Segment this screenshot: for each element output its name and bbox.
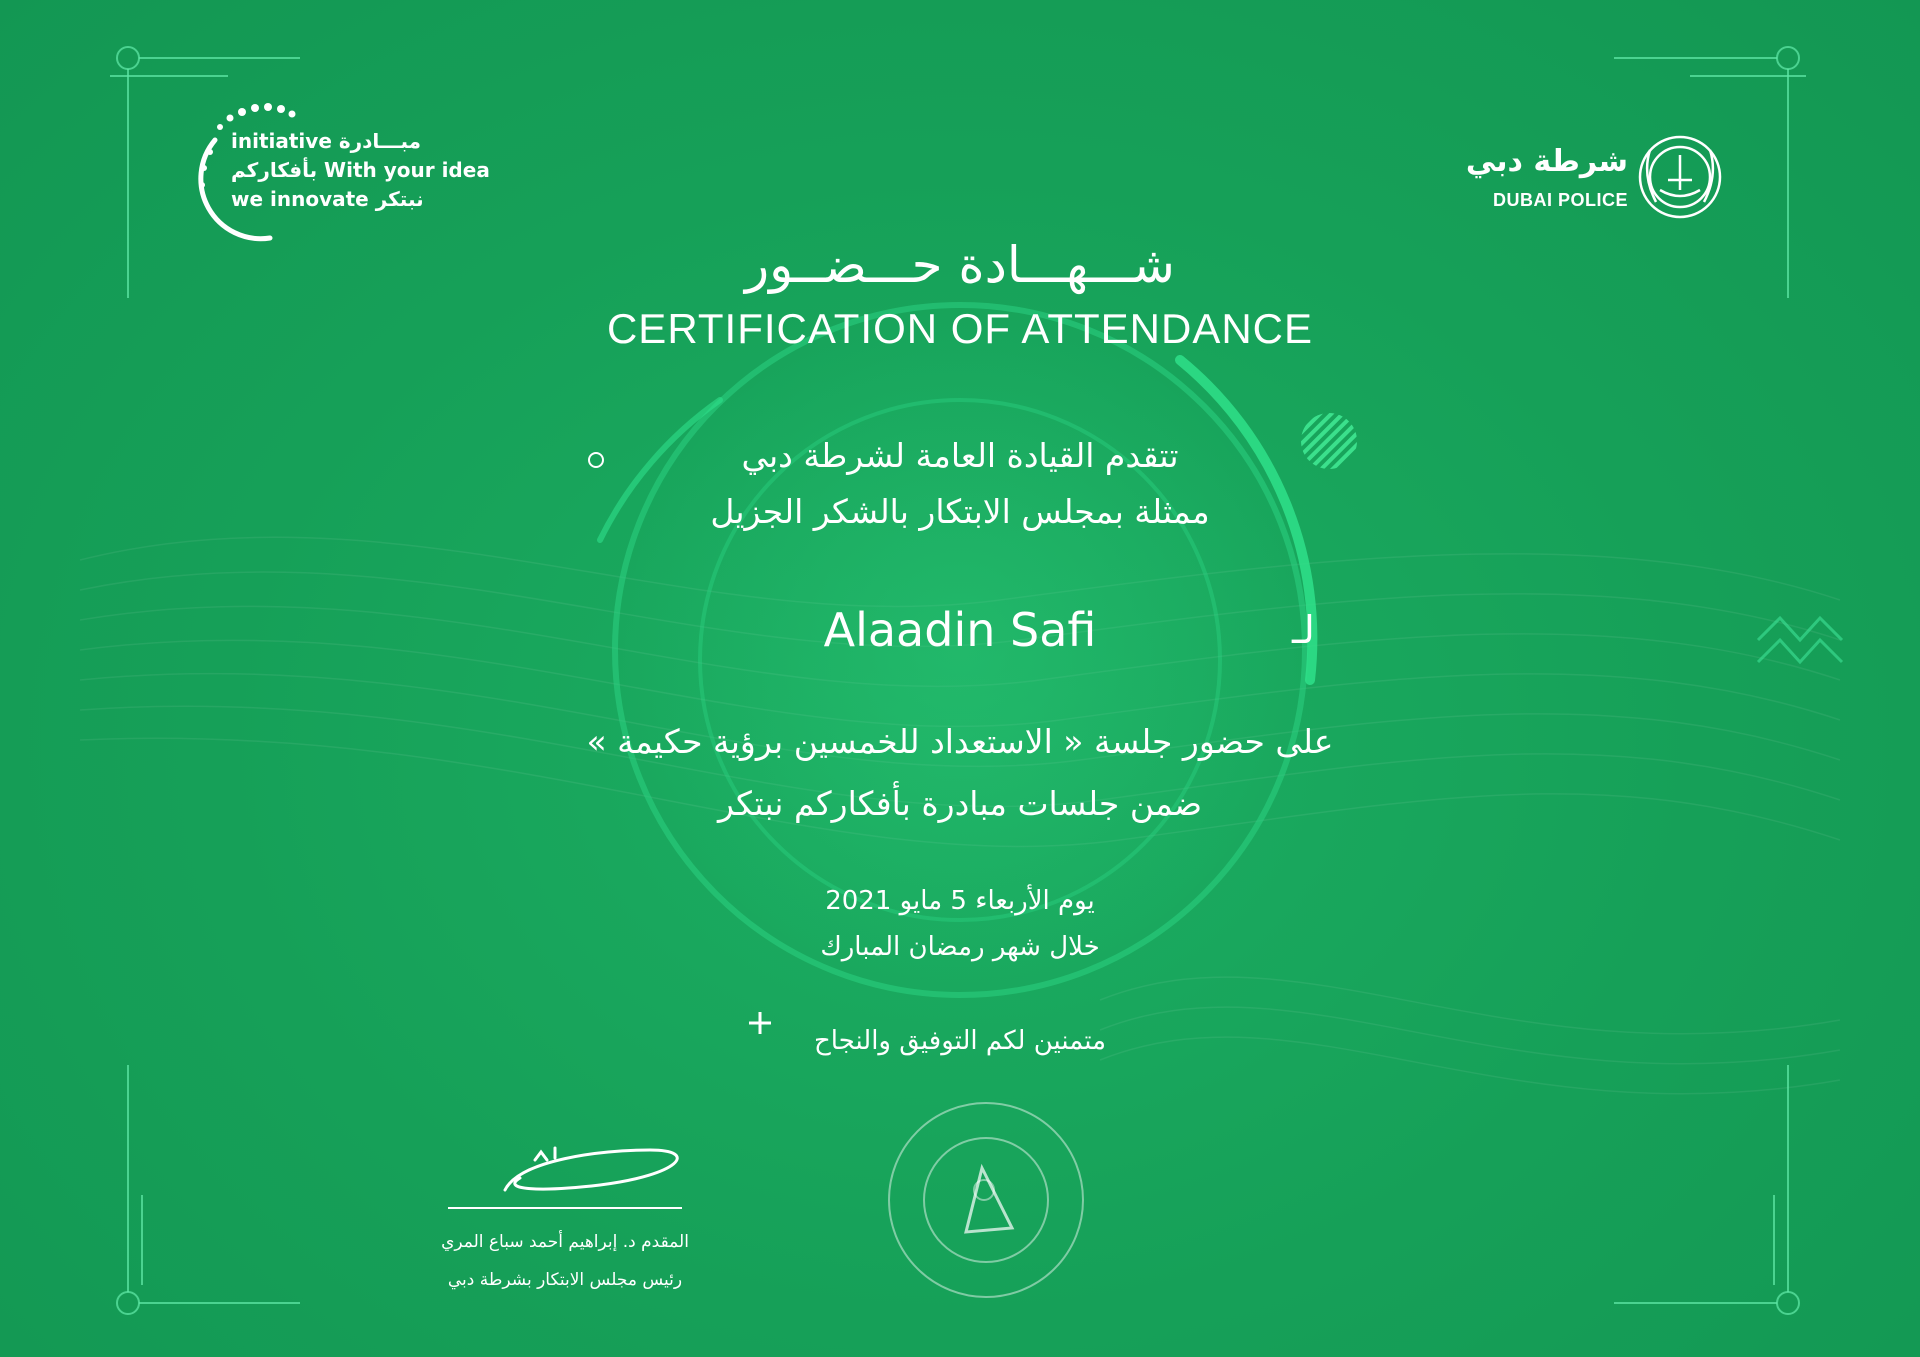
date-line-2: خلال شهر رمضان المبارك xyxy=(820,932,1100,962)
corner-frame-bottom-right xyxy=(1614,1065,1799,1314)
recipient-name: Alaadin Safi xyxy=(823,603,1097,657)
signature-scribble xyxy=(505,1148,677,1190)
initiative-logo-line3: we innovate نبتكر xyxy=(231,187,424,211)
dubai-police-english: DUBAI POLICE xyxy=(1492,190,1628,210)
dubai-police-arabic: شرطة دبي xyxy=(1465,144,1628,179)
council-seal xyxy=(889,1103,1083,1297)
title-arabic: شـــهـــادة حـــضــور xyxy=(745,236,1175,294)
closing-line: متمنين لكم التوفيق والنجاح xyxy=(813,1026,1107,1056)
corner-frame-bottom-left xyxy=(117,1065,300,1314)
intro-line-1: تتقدم القيادة العامة لشرطة دبي xyxy=(741,436,1179,475)
initiative-logo xyxy=(195,105,525,245)
recipient-prefix: لـ xyxy=(1292,608,1315,652)
title-english: CERTIFICATION OF ATTENDANCE xyxy=(606,305,1314,352)
signatory-title: رئيس مجلس الابتكار بشرطة دبي xyxy=(447,1270,683,1290)
intro-line-2: ممثلة بمجلس الابتكار بالشكر الجزيل xyxy=(710,492,1210,531)
initiative-logo-line2: بأفكاركم With your idea xyxy=(231,158,490,182)
initiative-logo-line1: initiative مبـــادرة xyxy=(231,129,421,153)
signatory-name: المقدم د. إبراهيم أحمد سباع المري xyxy=(441,1232,689,1252)
reason-line-2: ضمن جلسات مبادرة بأفكاركم نبتكر xyxy=(717,784,1203,823)
reason-line-1: على حضور جلسة « الاستعداد للخمسين برؤية حكيمة » xyxy=(586,722,1334,761)
dubai-police-logo xyxy=(1465,128,1740,238)
date-line-1: يوم الأربعاء 5 مايو 2021 xyxy=(825,886,1095,916)
